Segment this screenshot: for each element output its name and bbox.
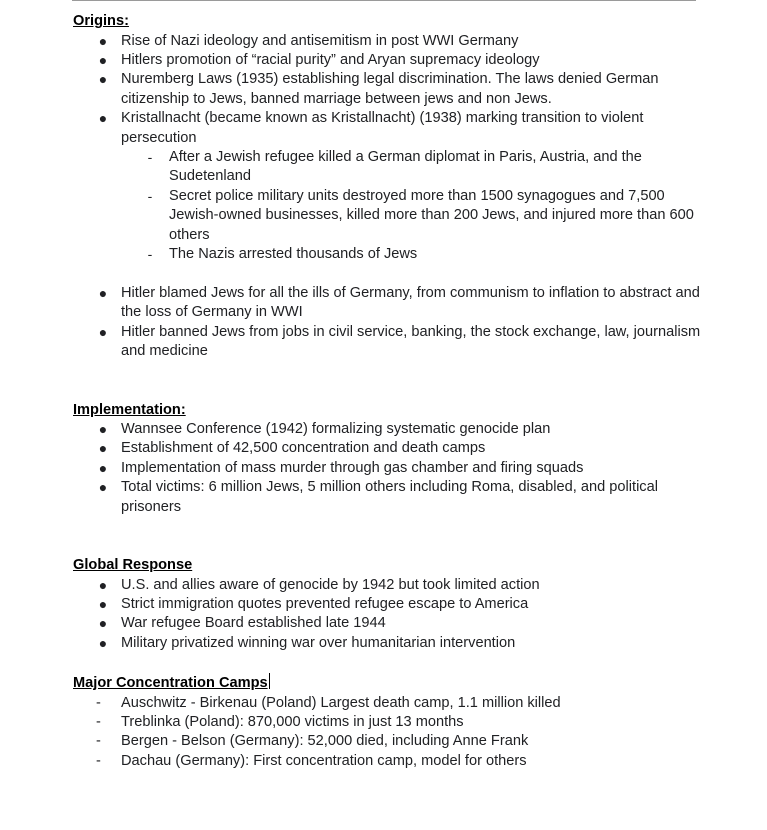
origins-list bbox=[73, 32, 701, 265]
bullet-dash: - bbox=[96, 694, 101, 711]
section-heading-origins: Origins: bbox=[73, 13, 129, 29]
bullet-disc: ● bbox=[98, 634, 108, 651]
list-item-text: Rise of Nazi ideology and antisemitism in post WWI Germany bbox=[121, 32, 519, 49]
list-item bbox=[73, 439, 701, 458]
list-item-text: Treblinka (Poland): 870,000 victims in just 13 months bbox=[121, 714, 464, 731]
section-concentration-camps bbox=[73, 673, 701, 771]
blank-lines bbox=[73, 362, 701, 401]
bullet-disc: ● bbox=[98, 110, 108, 127]
bullet-dash: - bbox=[96, 714, 101, 731]
heading-text: Major Concentration Camps bbox=[73, 675, 268, 692]
list-item-text: U.S. and allies aware of genocide by 1942 but took limited action bbox=[121, 576, 540, 593]
bullet-disc: ● bbox=[98, 51, 108, 68]
camps-list bbox=[73, 694, 701, 772]
sub-list-item bbox=[121, 245, 701, 264]
list-item-text: Hitlers promotion of “racial purity” and Aryan supremacy ideology bbox=[121, 51, 540, 68]
section-heading-implementation: Implementation: bbox=[73, 401, 186, 418]
list-item-text: Auschwitz - Birkenau (Poland) Largest death camp, 1.1 million killed bbox=[121, 694, 561, 711]
bullet-disc: ● bbox=[98, 479, 108, 496]
bullet-disc: ● bbox=[98, 32, 108, 49]
bullet-disc: ● bbox=[98, 459, 108, 476]
bullet-disc: ● bbox=[98, 421, 108, 437]
list-item-text: Wannsee Conference (1942) formalizing systematic genocide plan bbox=[121, 421, 551, 437]
bullet-disc: ● bbox=[98, 323, 108, 340]
page-top-border bbox=[72, 0, 696, 1]
section-heading-concentration-camps bbox=[73, 673, 270, 694]
bullet-disc: ● bbox=[98, 71, 108, 88]
list-item-text: Hitler blamed Jews for all the ills of Germany, from communism to inflation to abstract and the loss of Germany in WWI bbox=[121, 284, 700, 321]
sub-list-item-text: After a Jewish refugee killed a German diplomat in Paris, Austria, and the Sudetenland bbox=[169, 148, 642, 185]
global-response-list bbox=[73, 576, 701, 654]
bullet-dash: - bbox=[147, 245, 153, 262]
list-item bbox=[73, 595, 701, 614]
list-item bbox=[73, 614, 701, 633]
list-item-text: Military privatized winning war over humanitarian intervention bbox=[121, 634, 516, 651]
text-cursor bbox=[269, 673, 270, 689]
list-item bbox=[73, 70, 701, 109]
section-origins bbox=[73, 12, 701, 362]
bullet-dash: - bbox=[96, 752, 101, 769]
list-item bbox=[73, 732, 701, 751]
list-item-text: Kristallnacht (became known as Kristallnacht) (1938) marking transition to violent persecution bbox=[121, 110, 644, 146]
list-item bbox=[73, 752, 701, 771]
bullet-disc: ● bbox=[98, 576, 108, 593]
bullet-disc: ● bbox=[98, 595, 108, 612]
list-item bbox=[73, 694, 701, 713]
list-item bbox=[73, 576, 701, 595]
sub-list-item bbox=[121, 148, 701, 187]
list-item-text: Dachau (Germany): First concentration camp, model for others bbox=[121, 752, 527, 769]
list-item-text: Strict immigration quotes prevented refugee escape to America bbox=[121, 595, 529, 612]
list-item bbox=[73, 51, 701, 70]
list-item bbox=[73, 323, 701, 362]
bullet-dash: - bbox=[147, 187, 153, 204]
bullet-dash: - bbox=[147, 148, 153, 165]
list-item-text: Nuremberg Laws (1935) establishing legal discrimination. The laws denied German citizenship to Jews, banned marriage between jews and non Jews. bbox=[121, 71, 659, 107]
list-item bbox=[73, 459, 701, 478]
list-item-text: Implementation of mass murder through gas chamber and firing squads bbox=[121, 459, 584, 476]
sub-list-item-text: Secret police military units destroyed more than 1500 synagogues and 7,500 Jewish-owned businesses, killed more than 200 Jews, and injured more than 600 others bbox=[169, 187, 694, 243]
section-heading-global-response: Global Response bbox=[73, 557, 193, 574]
sub-list-item-text: The Nazis arrested thousands of Jews bbox=[169, 245, 418, 262]
list-item bbox=[73, 634, 701, 653]
blank-line bbox=[73, 653, 701, 673]
section-global-response bbox=[73, 556, 701, 653]
list-item bbox=[73, 478, 701, 517]
list-item bbox=[73, 109, 701, 264]
list-item bbox=[73, 32, 701, 51]
list-item bbox=[73, 284, 701, 323]
bullet-dash: - bbox=[96, 733, 101, 750]
list-item-text: War refugee Board established late 1944 bbox=[121, 615, 386, 632]
sub-list-item bbox=[121, 187, 701, 245]
origins-list-continued bbox=[73, 284, 701, 362]
document-body[interactable] bbox=[73, 12, 701, 771]
list-item-text: Hitler banned Jews from jobs in civil service, banking, the stock exchange, law, journalism and medicine bbox=[121, 323, 701, 360]
list-item-text: Establishment of 42,500 concentration and death camps bbox=[121, 440, 486, 457]
blank-line bbox=[73, 264, 701, 284]
list-item bbox=[73, 713, 701, 732]
bullet-disc: ● bbox=[98, 615, 108, 632]
list-item-text: Bergen - Belson (Germany): 52,000 died, including Anne Frank bbox=[121, 733, 529, 750]
bullet-disc: ● bbox=[98, 284, 108, 301]
list-item-text: Total victims: 6 million Jews, 5 million others including Roma, disabled, and political prisoners bbox=[121, 479, 658, 515]
kristallnacht-sub-list bbox=[121, 148, 701, 264]
section-implementation bbox=[73, 401, 701, 518]
implementation-list bbox=[73, 420, 701, 517]
bullet-disc: ● bbox=[98, 440, 108, 457]
blank-lines bbox=[73, 517, 701, 556]
list-item bbox=[73, 420, 701, 439]
